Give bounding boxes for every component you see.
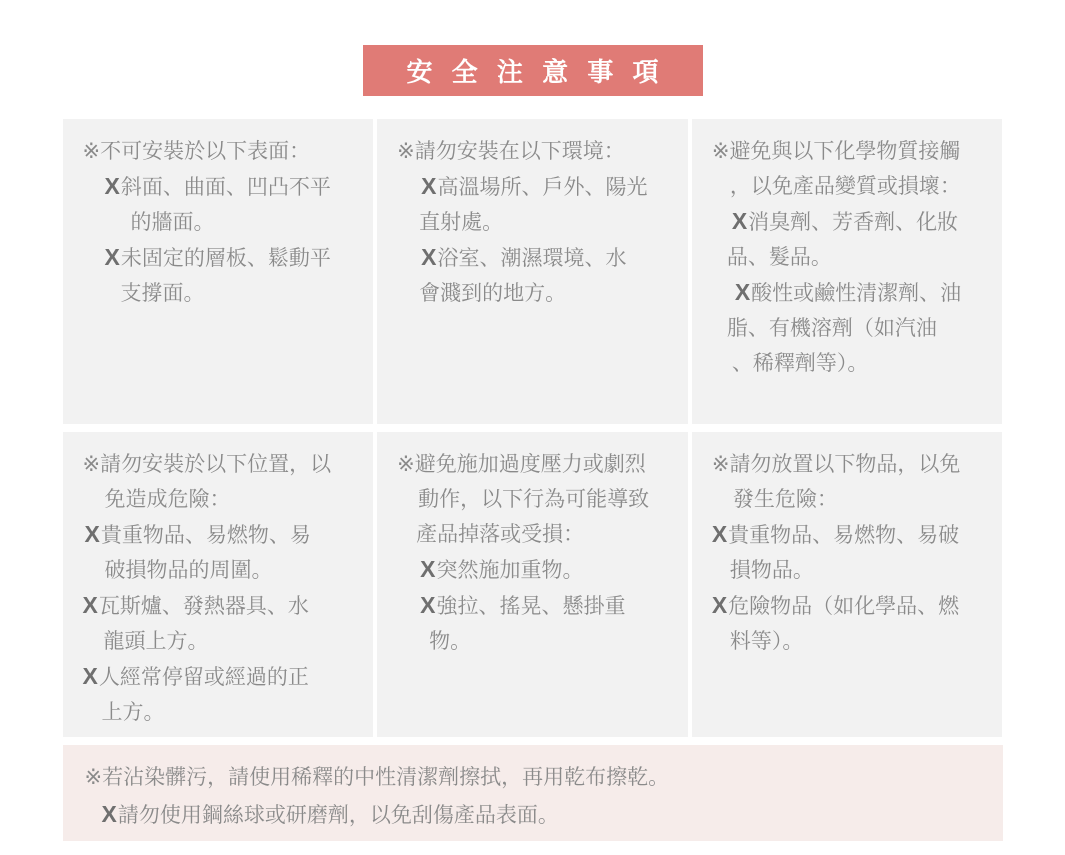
warning-line xyxy=(712,624,991,659)
warning-line xyxy=(397,624,676,659)
line-text: 支撐面。 xyxy=(120,282,205,305)
line-text: 直射處。 xyxy=(419,211,504,234)
warning-line xyxy=(83,205,362,240)
x-mark: X xyxy=(711,521,728,547)
warning-line xyxy=(397,240,676,276)
warning-line xyxy=(712,517,991,553)
safety-notice-page xyxy=(0,45,1065,841)
warning-line xyxy=(397,447,676,482)
warning-line xyxy=(397,169,676,205)
line-text: 的牆面。 xyxy=(130,211,215,234)
line-text: 未固定的層板、鬆動平 xyxy=(120,247,331,270)
reference-mark: ※ xyxy=(397,140,415,163)
warning-grid xyxy=(63,119,1003,737)
line-text: 物。 xyxy=(429,630,472,653)
line-text: 動作，以下行為可能導致 xyxy=(418,488,650,511)
warning-box-forbidden-environments xyxy=(377,119,688,424)
warning-line xyxy=(83,624,362,659)
warning-line xyxy=(83,240,362,276)
reference-mark: ※ xyxy=(397,453,415,476)
line-text: 酸性或鹼性清潔劑、油 xyxy=(751,282,962,305)
warning-line xyxy=(712,588,991,624)
warning-line xyxy=(83,695,362,730)
x-mark: X xyxy=(82,592,98,618)
line-text: 斜面、曲面、凹凸不平 xyxy=(120,176,331,199)
line-text: 消臭劑、芳香劑、化妝 xyxy=(748,211,959,234)
reference-mark: ※ xyxy=(82,140,101,163)
warning-line xyxy=(712,240,991,275)
warning-line xyxy=(83,134,362,169)
line-text: 請勿使用鋼絲球或研磨劑，以免刮傷產品表面。 xyxy=(117,804,559,827)
line-text: 產品掉落或受損： xyxy=(416,523,585,546)
warning-line xyxy=(397,482,676,517)
line-text: 貴重物品、易燃物、易 xyxy=(100,524,311,547)
line-text: 高溫場所、戶外、陽光 xyxy=(437,176,648,199)
x-mark: X xyxy=(420,556,436,582)
warning-line xyxy=(83,553,362,588)
warning-box-forbidden-items xyxy=(692,432,1003,737)
line-text: 料等）。 xyxy=(729,630,804,653)
line-text: 避免施加過度壓力或劇烈 xyxy=(414,453,646,476)
x-mark: X xyxy=(104,244,120,270)
warning-line xyxy=(83,659,362,695)
reference-mark: ※ xyxy=(82,453,101,476)
warning-line xyxy=(397,588,676,624)
line-text: 脂、有機溶劑（如汽油 xyxy=(726,317,937,340)
x-mark: X xyxy=(734,279,751,305)
line-text: 請勿安裝於以下位置，以 xyxy=(100,453,332,476)
warning-line xyxy=(712,447,991,482)
reference-mark: ※ xyxy=(711,140,730,163)
line-text: 損物品。 xyxy=(729,559,814,582)
line-text: 若沾染髒污，請使用稀釋的中性清潔劑擦拭，再用乾布擦乾。 xyxy=(102,766,670,789)
warning-line xyxy=(83,482,362,517)
line-text: 貴重物品、易燃物、易破 xyxy=(728,524,960,547)
cleaning-note-box xyxy=(63,745,1003,841)
line-text: 免造成危險： xyxy=(104,488,231,511)
line-text: 請勿放置以下物品，以免 xyxy=(729,453,961,476)
warning-line xyxy=(397,552,676,588)
warning-line xyxy=(397,517,676,552)
x-mark: X xyxy=(711,592,728,618)
warning-box-forbidden-locations xyxy=(63,432,374,737)
line-text: 危險物品（如化學品、燃 xyxy=(728,595,960,618)
warning-box-avoid-chemicals xyxy=(692,119,1003,424)
warning-box-forbidden-surfaces xyxy=(63,119,374,424)
reference-mark: ※ xyxy=(711,453,730,476)
x-mark: X xyxy=(421,173,437,199)
line-text: 上方。 xyxy=(101,701,165,724)
warning-line xyxy=(83,517,362,553)
x-mark: X xyxy=(82,663,98,689)
line-text: 突然施加重物。 xyxy=(436,559,584,582)
warning-line xyxy=(397,205,676,240)
notice-content xyxy=(63,119,1003,841)
warning-line xyxy=(85,760,1003,796)
warning-line xyxy=(712,553,991,588)
line-text: 瓦斯爐、發熱器具、水 xyxy=(98,595,309,618)
warning-line xyxy=(712,169,991,204)
warning-line xyxy=(712,346,991,381)
warning-line xyxy=(85,796,1003,834)
line-text: 請勿安裝在以下環境： xyxy=(414,140,625,163)
line-text: 、稀釋劑等）。 xyxy=(731,352,869,375)
line-text: 龍頭上方。 xyxy=(103,630,209,653)
warning-line xyxy=(712,204,991,240)
line-text: ，以免產品變質或損壞： xyxy=(729,175,961,198)
x-mark: X xyxy=(420,592,436,618)
warning-line xyxy=(712,134,991,169)
warning-line xyxy=(712,311,991,346)
line-text: 不可安裝於以下表面： xyxy=(100,140,311,163)
warning-line xyxy=(83,276,362,311)
line-text: 浴室、潮濕環境、水 xyxy=(437,247,627,270)
warning-line xyxy=(397,276,676,311)
x-mark: X xyxy=(731,208,748,234)
x-mark: X xyxy=(104,173,120,199)
line-text: 人經常停留或經過的正 xyxy=(98,666,309,689)
warning-line xyxy=(83,447,362,482)
page-title: 安 全 注 意 事 項 xyxy=(406,57,665,87)
warning-line xyxy=(397,134,676,169)
line-text: 強拉、搖晃、懸掛重 xyxy=(436,595,626,618)
line-text: 會濺到的地方。 xyxy=(419,282,567,305)
line-text: 破損物品的周圍。 xyxy=(104,559,273,582)
reference-mark: ※ xyxy=(84,766,103,789)
warning-line xyxy=(83,169,362,205)
x-mark: X xyxy=(84,521,100,547)
x-mark: X xyxy=(421,244,437,270)
warning-box-avoid-excess-force xyxy=(377,432,688,737)
page-title-banner xyxy=(363,45,703,96)
warning-line xyxy=(83,588,362,624)
warning-line xyxy=(712,482,991,517)
warning-line xyxy=(712,275,991,311)
x-mark: X xyxy=(101,801,117,827)
line-text: 避免與以下化學物質接觸 xyxy=(729,140,961,163)
line-text: 品、髮品。 xyxy=(726,246,832,269)
line-text: 發生危險： xyxy=(732,488,838,511)
